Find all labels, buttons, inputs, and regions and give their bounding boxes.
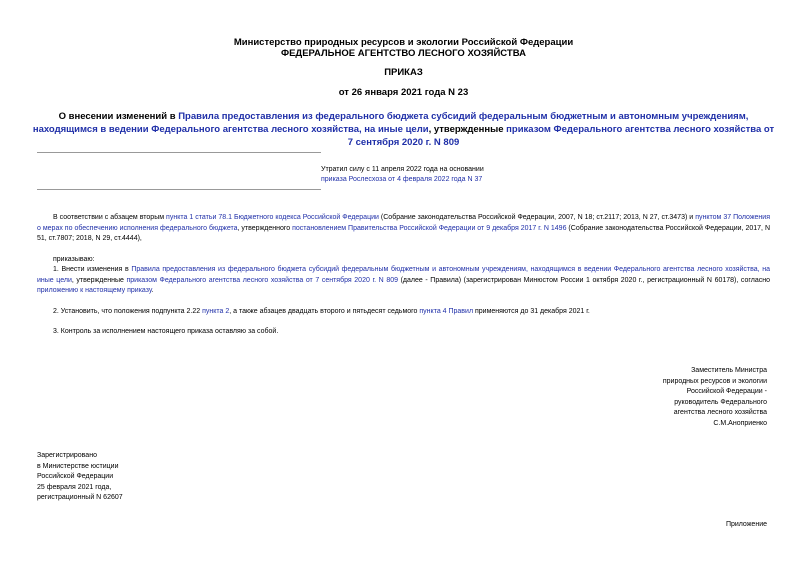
item2-text-2: , а также абзацев двадцать второго и пятьдесят седьмого	[229, 308, 420, 315]
subject-order-link[interactable]: приказом Федерального агентства лесного хозяйства от 7 сентября 2020 г. N 809	[347, 124, 775, 148]
item1-text-4: .	[151, 287, 154, 294]
item3-text: 3. Контроль за исполнением настоящего приказа оставляю за собой.	[53, 328, 279, 335]
registration-line: 25 февраля 2021 года,	[37, 483, 112, 491]
order-word	[37, 255, 770, 266]
preamble-paragraph	[37, 213, 770, 245]
ministry-title: Министерство природных ресурсов и экологии Российской Федерации	[233, 37, 574, 48]
preamble-text-4: (Собрание законодательства Российской Федерации, 2017, N 51, ст.7807; 2018, N 29, ст.4444),	[37, 224, 770, 242]
government-decree-link[interactable]: постановлением Правительства Российской Федерации от 9 декабря 2017 г. N 1496	[292, 224, 567, 232]
subject-rules-link[interactable]: Правила предоставления из федерального бюджета субсидий федеральным бюджетным и автономным учреждениям, находящимся в ведении Федерального агентства лесного хозяйства, на иные цели	[32, 111, 749, 135]
signature-line: природных ресурсов и экологии	[662, 377, 767, 385]
signature-line: руководитель Федерального	[674, 398, 767, 406]
signature-line: агентства лесного хозяйства	[673, 409, 767, 416]
agency-title: ФЕДЕРАЛЬНОЕ АГЕНТСТВО ЛЕСНОГО ХОЗЯЙСТВА	[280, 48, 526, 59]
annex-label: Приложение	[725, 521, 767, 528]
signature-line: Заместитель Министра	[691, 367, 767, 374]
document-subject	[30, 110, 777, 149]
registration-line: Зарегистрировано	[37, 452, 97, 459]
subject-prefix: О внесении изменений в	[58, 111, 179, 122]
signatory-name: С.М.Аноприенко	[713, 419, 767, 427]
item1-annex-link[interactable]: приложению к настоящему приказу	[37, 287, 152, 294]
item2-point2-link[interactable]: пункта 2	[202, 308, 230, 315]
lost-force-note	[321, 165, 484, 185]
item1-order-link[interactable]: приказом Федерального агентства лесного хозяйства от 7 сентября 2020 г. N 809	[126, 276, 399, 284]
divider-bottom	[37, 189, 321, 190]
order-word-text: приказываю:	[53, 256, 95, 263]
item1-text-1: 1. Внести изменения в	[53, 266, 132, 273]
order-item-1	[37, 265, 770, 297]
signature-line: Российской Федерации -	[686, 388, 767, 395]
signature-block	[663, 366, 767, 429]
subject-middle: , утвержденные	[428, 124, 507, 135]
divider-top	[37, 152, 321, 153]
registration-line: в Министерстве юстиции	[37, 462, 119, 470]
preamble-text-2: (Собрание законодательства Российской Федерации, 2007, N 18; ст.2117; 2013, N 27, ст.3473) и	[378, 214, 696, 221]
order-item-3	[37, 327, 770, 338]
item2-text-1: 2. Установить, что положения подпункта 2.22	[53, 308, 203, 315]
lost-force-text: Утратил силу с 11 апреля 2022 года на основании	[321, 166, 484, 173]
item1-text-2: , утвержденные	[71, 276, 127, 284]
preamble-text-1: В соответствии с абзацем вторым	[53, 214, 167, 221]
budget-regulation-link[interactable]: пунктом 37 Положения о мерах по обеспечению исполнения федерального бюджета	[37, 214, 770, 232]
document-date-number: от 26 января 2021 года N 23	[338, 87, 469, 98]
registration-block	[37, 451, 123, 504]
budget-code-link[interactable]: пункта 1 статьи 78.1 Бюджетного кодекса Российской Федерации	[166, 214, 379, 221]
item2-point4-link[interactable]: пункта 4 Правил	[419, 308, 474, 315]
item1-text-3: (далее - Правила) (зарегистрирован Минюстом России 1 октября 2020 г., регистрационный N 60178), согласно	[398, 276, 771, 284]
document-type: ПРИКАЗ	[384, 67, 423, 78]
lost-force-link[interactable]: приказа Рослесхоза от 4 февраля 2022 года N 37	[321, 176, 483, 183]
item2-text-3: применяются до 31 декабря 2021 г.	[473, 308, 590, 315]
registration-line: Российской Федерации	[37, 473, 114, 480]
registration-line: регистрационный N 62607	[37, 494, 123, 501]
item1-rules-link[interactable]: Правила предоставления из федерального бюджета субсидий федеральным бюджетным и автономным учреждениям, находящимся в ведении Федерального агентства лесного хозяйства, на иные цели	[37, 266, 770, 284]
preamble-text-3: , утвержденного	[237, 224, 293, 232]
order-item-2	[37, 307, 770, 318]
